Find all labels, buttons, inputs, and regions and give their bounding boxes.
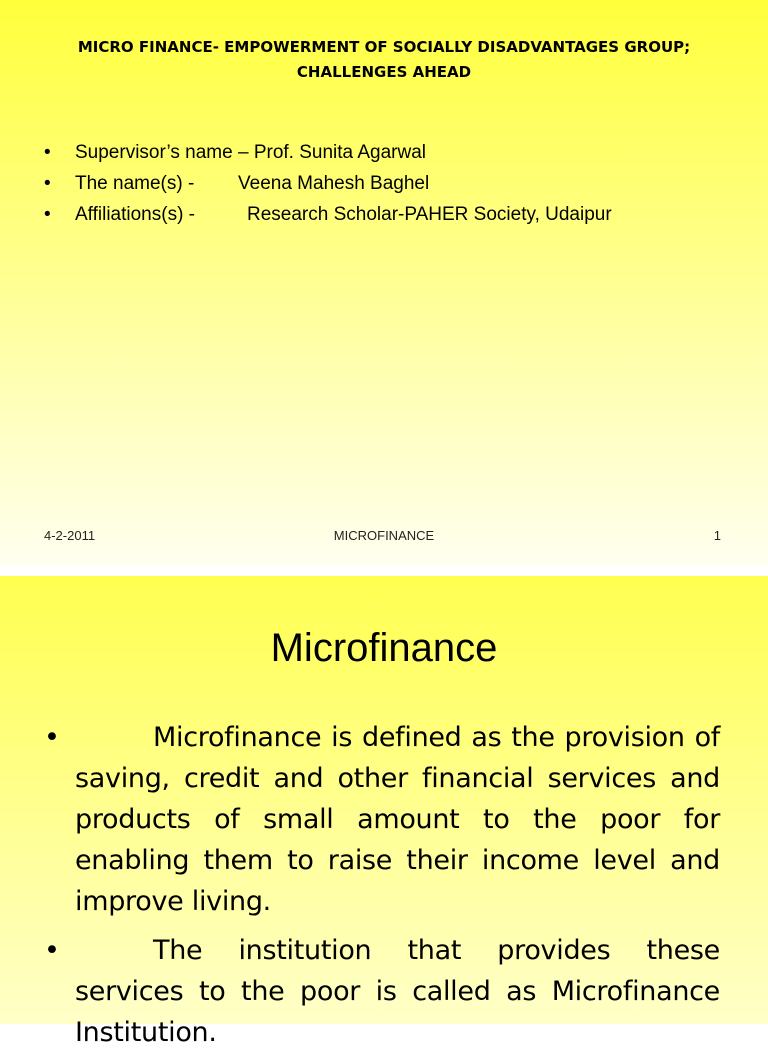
list-item-affiliations: [44, 202, 612, 233]
footer-page-number: 1: [713, 528, 721, 543]
bullet-icon: •: [44, 935, 60, 966]
bullet-icon: •: [44, 173, 51, 194]
affiliations-label: Affiliations(s) -: [75, 204, 196, 225]
names-label: The name(s) -: [75, 173, 195, 194]
slide-1-title-line-2: CHALLENGES AHEAD: [296, 63, 472, 81]
bullet-icon: •: [44, 204, 51, 225]
paragraph-definition-text: Microfinance is defined as the provision of saving, credit and other financial services and products of small amount to the poor for enabling them to raise their income level and improve living.: [75, 722, 720, 917]
list-item-names: [44, 171, 612, 202]
footer-date: 4-2-2011: [44, 528, 96, 543]
affiliations-value: Research Scholar-PAHER Society, Udaipur: [247, 204, 612, 225]
paragraph-definition: [44, 717, 720, 922]
paragraph-institution: [44, 930, 720, 1053]
slide-2: [0, 576, 768, 1048]
names-value: Veena Mahesh Baghel: [238, 173, 430, 194]
footer-title: MICROFINANCE: [333, 528, 435, 543]
slide-separator: [0, 565, 768, 576]
paragraph-institution-text: The institution that provides these services to the poor is called as Microfinance Institution.: [75, 935, 720, 1048]
slide-1-bullet-list: [44, 140, 612, 233]
bullet-icon: •: [44, 142, 51, 163]
bullet-icon: •: [44, 722, 60, 753]
slide-1-title-line-1: MICRO FINANCE- EMPOWERMENT OF SOCIALLY DISADVANTAGES GROUP;: [77, 38, 691, 56]
list-item-supervisor: [44, 140, 612, 171]
supervisor-text: Supervisor’s name – Prof. Sunita Agarwal: [75, 142, 426, 163]
slide-1-title: [20, 35, 748, 85]
slide-2-title: Microfinance: [270, 626, 498, 670]
